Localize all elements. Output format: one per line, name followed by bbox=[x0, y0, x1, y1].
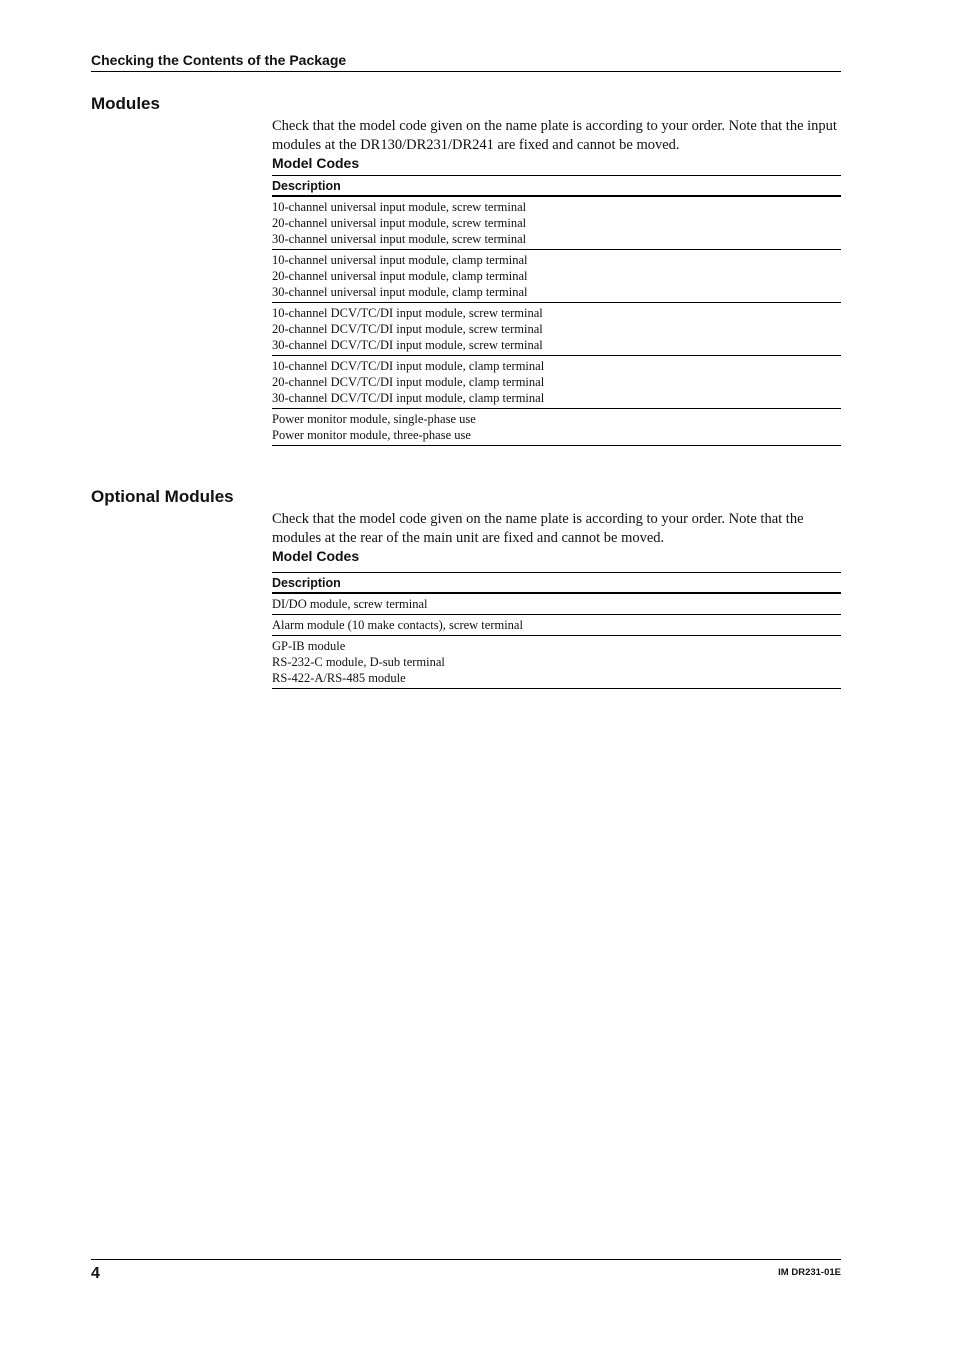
table-row-group bbox=[272, 614, 841, 635]
optional-model-code-table bbox=[272, 572, 841, 689]
optional-modules-section-title: Optional Modules bbox=[91, 487, 234, 506]
running-header: Checking the Contents of the Package bbox=[91, 52, 841, 72]
optional-model-codes-heading: Model Codes bbox=[272, 548, 360, 564]
table-row-group bbox=[272, 302, 841, 355]
optional-table-header-description: Description bbox=[272, 573, 841, 593]
page-number: 4 bbox=[91, 1265, 100, 1282]
table-row: Power monitor module, three-phase use bbox=[272, 428, 471, 442]
document-id: IM DR231-01E bbox=[778, 1267, 841, 1278]
table-row: Power monitor module, single-phase use bbox=[272, 412, 476, 426]
table-row: 30-channel DCV/TC/DI input module, screw terminal bbox=[272, 338, 543, 352]
footer-rule bbox=[91, 1259, 841, 1260]
table-row: 20-channel universal input module, screw terminal bbox=[272, 216, 527, 230]
table-row: GP-IB module bbox=[272, 639, 346, 653]
table-row-group bbox=[272, 635, 841, 688]
table-row-group bbox=[272, 593, 841, 614]
modules-model-code-table bbox=[272, 175, 841, 446]
table-row: 20-channel universal input module, clamp terminal bbox=[272, 269, 528, 283]
table-row: Alarm module (10 make contacts), screw terminal bbox=[272, 618, 523, 632]
table-row: 20-channel DCV/TC/DI input module, screw terminal bbox=[272, 322, 543, 336]
table-row: 10-channel universal input module, clamp terminal bbox=[272, 253, 528, 267]
table-row: RS-232-C module, D-sub terminal bbox=[272, 655, 445, 669]
table-row: 30-channel universal input module, screw terminal bbox=[272, 232, 527, 246]
table-row-group bbox=[272, 249, 841, 302]
modules-section-title: Modules bbox=[91, 94, 160, 113]
table-row: 20-channel DCV/TC/DI input module, clamp terminal bbox=[272, 375, 545, 389]
table-row: 10-channel universal input module, screw terminal bbox=[272, 200, 527, 214]
table-row: RS-422-A/RS-485 module bbox=[272, 671, 406, 685]
table-row: 10-channel DCV/TC/DI input module, screw terminal bbox=[272, 306, 543, 320]
table-row-group bbox=[272, 196, 841, 249]
modules-model-codes-heading: Model Codes bbox=[272, 155, 360, 171]
modules-table-header-description: Description bbox=[272, 176, 841, 196]
modules-intro-text: Check that the model code given on the name plate is according to your order. Note that the input modules at the DR130/DR231/DR241 are fixed and cannot be moved. bbox=[272, 118, 837, 153]
table-row-group bbox=[272, 355, 841, 408]
optional-modules-intro-text: Check that the model code given on the name plate is according to your order. Note that the modules at the rear of the main unit are fixed and cannot be moved. bbox=[272, 511, 804, 546]
table-row-group bbox=[272, 408, 841, 445]
table-row: DI/DO module, screw terminal bbox=[272, 597, 428, 611]
table-row: 10-channel DCV/TC/DI input module, clamp terminal bbox=[272, 359, 545, 373]
table-row: 30-channel universal input module, clamp terminal bbox=[272, 285, 528, 299]
table-row: 30-channel DCV/TC/DI input module, clamp terminal bbox=[272, 391, 545, 405]
